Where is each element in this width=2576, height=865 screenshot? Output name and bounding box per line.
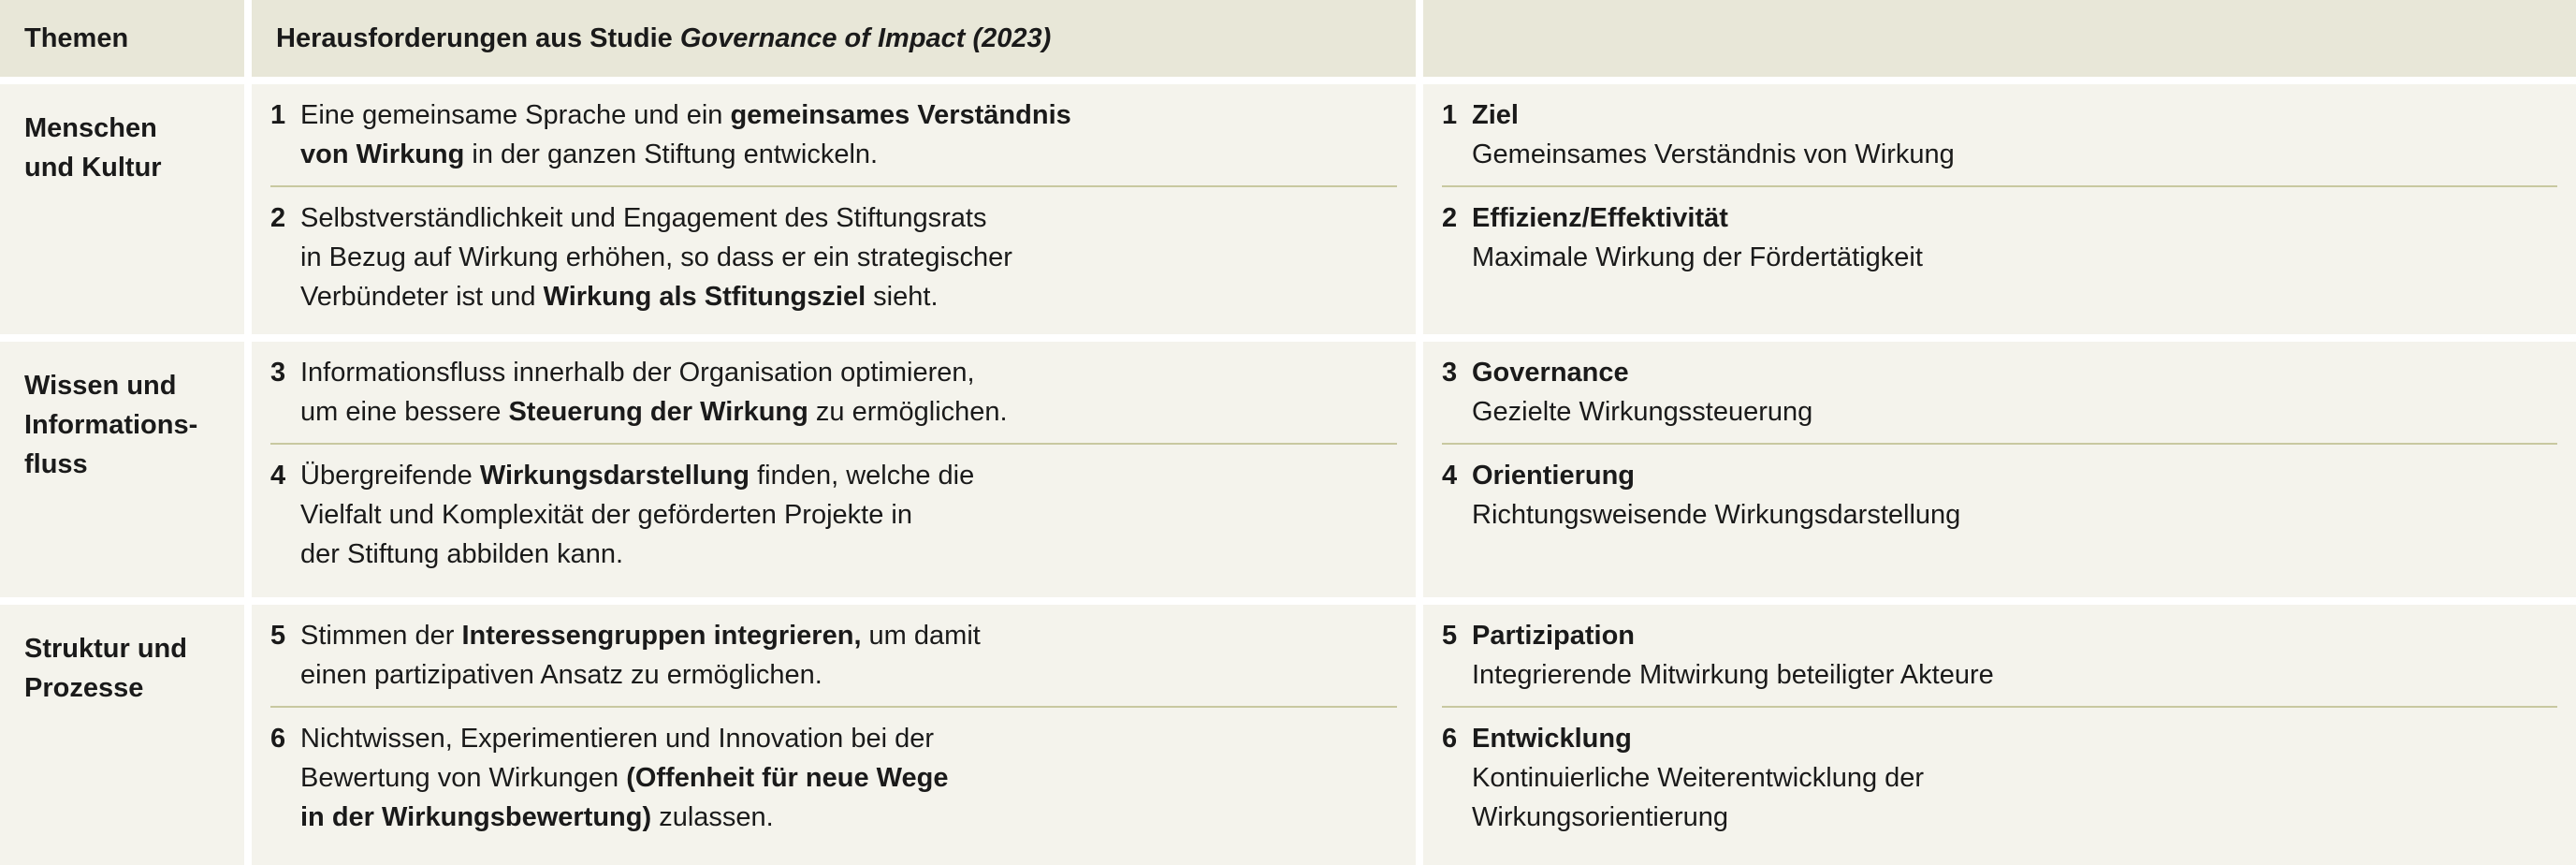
challenge-text: Selbstverständlichkeit und Engagement des Stiftungsrats in Bezug auf Wirkung erhöhen, so dass er ein strategischer Verbündeter ist und Wirkung als Stfitungsziel sieht. [300, 203, 1012, 312]
goal-title: Entwicklung [1472, 724, 1632, 754]
goal-item [1442, 443, 2557, 546]
goal-description: Integrierende Mitwirkung beteiligter Akteure [1472, 660, 1994, 690]
theme-label: Informations- [24, 410, 198, 440]
goal-number: 4 [1442, 461, 1458, 491]
header-challenges-study: Governance of Impact (2023) [679, 22, 1052, 53]
goal-description: Richtungsweisende Wirkungsdarstellung [1472, 500, 1961, 530]
challenge-number: 6 [270, 724, 286, 754]
theme-label: Prozesse [24, 673, 144, 703]
goal-title: Partizipation [1472, 621, 1636, 651]
theme-label: Menschen [24, 113, 157, 143]
challenge-item [270, 84, 1397, 185]
goal-text [1472, 95, 1955, 174]
challenge-item [270, 706, 1397, 848]
goal-text [1472, 719, 1924, 837]
challenge-text: Nichtwissen, Experimentieren und Innovation bei der Bewertung von Wirkungen (Offenheit für neue Wege in der Wirkungsbewertung) zulassen. [300, 724, 949, 832]
goal-title: Ziel [1472, 100, 1519, 130]
challenge-number: 3 [270, 358, 286, 388]
theme-cell [0, 342, 244, 597]
goal-item [1442, 342, 2557, 443]
challenges-cell [252, 84, 1416, 334]
goal-description: Gemeinsames Verständnis von Wirkung [1472, 139, 1955, 169]
goal-item [1442, 706, 2557, 848]
goal-text [1472, 616, 1994, 695]
header-goals [1423, 0, 2576, 77]
challenge-text: Stimmen der Interessengruppen integrieren, um damit einen partizipativen Ansatz zu ermöglichen. [300, 621, 981, 690]
challenge-item [270, 185, 1397, 328]
goal-text [1472, 353, 1812, 432]
goal-title: Orientierung [1472, 461, 1636, 491]
challenge-text: Übergreifende Wirkungsdarstellung finden, welche die Vielfalt und Komplexität der geförderten Projekte in der Stiftung abbilden kann. [300, 461, 975, 569]
theme-cell [0, 605, 244, 865]
header-challenges-prefix: Herausforderungen aus Studie [276, 22, 680, 53]
theme-label: und Kultur [24, 153, 162, 183]
goal-number: 6 [1442, 724, 1458, 754]
challenge-item [270, 443, 1397, 585]
challenge-item [270, 342, 1397, 443]
goal-text [1472, 456, 1960, 535]
goal-number: 3 [1442, 358, 1458, 388]
theme-label: Struktur und [24, 634, 187, 664]
header-challenges [252, 0, 1416, 77]
goal-title: Governance [1472, 358, 1629, 388]
challenge-number: 2 [270, 203, 286, 233]
goal-number: 5 [1442, 621, 1458, 651]
challenge-item [270, 605, 1397, 706]
goals-cell [1423, 342, 2576, 597]
goal-number: 2 [1442, 203, 1458, 233]
goal-description: Maximale Wirkung der Fördertätigkeit [1472, 242, 1923, 272]
goals-cell [1423, 605, 2576, 865]
header-themen-label: Themen [24, 22, 129, 53]
challenges-cell [252, 342, 1416, 597]
goal-text [1472, 198, 1923, 277]
goal-description: Gezielte Wirkungssteuerung [1472, 397, 1813, 427]
challenge-number: 5 [270, 621, 286, 651]
goal-number: 1 [1442, 100, 1458, 130]
challenge-text: Informationsfluss innerhalb der Organisation optimieren, um eine bessere Steuerung der Wirkung zu ermöglichen. [300, 358, 1008, 427]
challenges-cell [252, 605, 1416, 865]
challenge-number: 1 [270, 100, 286, 130]
theme-label: Wissen und [24, 371, 177, 401]
theme-label: fluss [24, 449, 88, 479]
goal-title: Effizienz/Effektivität [1472, 203, 1728, 233]
challenge-text: Eine gemeinsame Sprache und ein gemeinsames Verständnis von Wirkung in der ganzen Stiftung entwickeln. [300, 100, 1071, 169]
header-themen [0, 0, 244, 77]
theme-cell [0, 84, 244, 334]
goals-cell [1423, 84, 2576, 334]
goal-item [1442, 185, 2557, 288]
goal-item [1442, 84, 2557, 185]
goal-item [1442, 605, 2557, 706]
challenge-number: 4 [270, 461, 286, 491]
goal-description: Kontinuierliche Weiterentwicklung der Wirkungsorientierung [1472, 763, 1925, 832]
